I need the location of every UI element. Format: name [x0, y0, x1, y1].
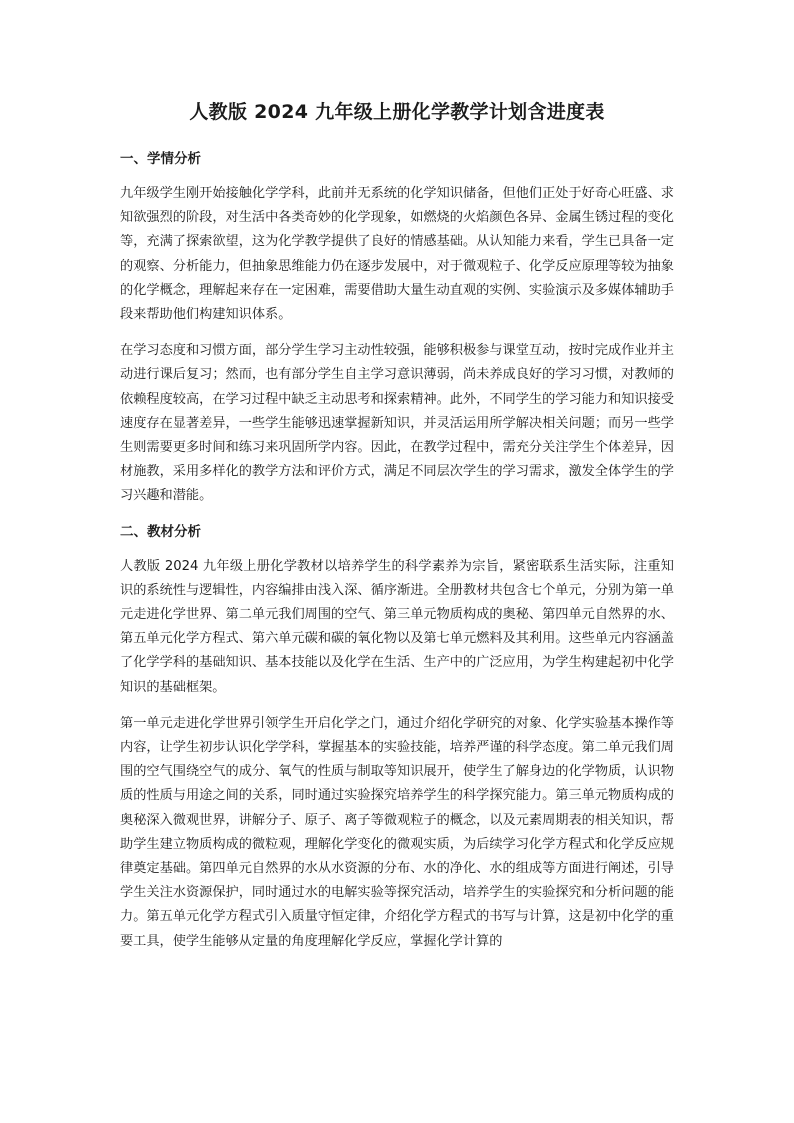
- paragraph: 九年级学生刚开始接触化学学科，此前并无系统的化学知识储备，但他们正处于好奇心旺盛、求知欲强烈的阶段，对生活中各类奇妙的化学现象，如燃烧的火焰颜色各异、金属生锈过程的变化等，充满了探索欲望，这为化学教学提供了良好的情感基础。从认知能力来看，学生已具备一定的观察、分析能力，但抽象思维能力仍在逐步发展中，对于微观粒子、化学反应原理等较为抽象的化学概念，理解起来存在一定困难，需要借助大量生动直观的实例、实验演示及多媒体辅助手段来帮助他们构建知识体系。: [120, 186, 674, 323]
- paragraph: 人教版 2024 九年级上册化学教材以培养学生的科学素养为宗旨，紧密联系生活实际，注重知识的系统性与逻辑性，内容编排由浅入深、循序渐进。全册教材共包含七个单元，分别为第一单元走进化学世界、第二单元我们周围的空气、第三单元物质构成的奥秘、第四单元自然界的水、第五单元化学方程式、第六单元碳和碳的氧化物以及第七单元燃料及其利用。这些单元内容涵盖了化学学科的基础知识、基本技能以及化学在生活、生产中的广泛应用，为学生构建起初中化学知识的基础框架。: [120, 558, 674, 695]
- section-learning-analysis: [120, 148, 674, 509]
- section-textbook-analysis: [120, 521, 674, 954]
- document-title: 人教版 2024 九年级上册化学教学计划含进度表: [189, 101, 605, 123]
- paragraph: 在学习态度和习惯方面，部分学生学习主动性较强，能够积极参与课堂互动，按时完成作业并主动进行课后复习；然而，也有部分学生自主学习意识薄弱，尚未养成良好的学习习惯，对教师的依赖程度较高，在学习过程中缺乏主动思考和探索精神。此外，不同学生的学习能力和知识接受速度存在显著差异，一些学生能够迅速掌握新知识，并灵活运用所学解决相关问题；而另一些学生则需要更多时间和练习来巩固所学内容。因此，在教学过程中，需充分关注学生个体差异，因材施教，采用多样化的教学方法和评价方式，满足不同层次学生的学习需求，激发全体学生的学习兴趣和潜能。: [120, 343, 674, 504]
- document-page: [120, 98, 674, 966]
- paragraph: 第一单元走进化学世界引领学生开启化学之门，通过介绍化学研究的对象、化学实验基本操作等内容，让学生初步认识化学学科，掌握基本的实验技能，培养严谨的科学态度。第二单元我们周围的空气围绕空气的成分、氧气的性质与制取等知识展开，使学生了解身边的化学物质，认识物质的性质与用途之间的关系，同时通过实验探究培养学生的科学探究能力。第三单元物质构成的奥秘深入微观世界，讲解分子、原子、离子等微观粒子的概念，以及元素周期表的相关知识，帮助学生建立物质构成的微粒观，理解化学变化的微观实质，为后续学习化学方程式和化学反应规律奠定基础。第四单元自然界的水从水资源的分布、水的净化、水的组成等方面进行阐述，引导学生关注水资源保护，同时通过水的电解实验等探究活动，培养学生的实验探究和分析问题的能力。第五单元化学方程式引入质量守恒定律，介绍化学方程式的书写与计算，这是初中化学的重要工具，使学生能够从定量的角度理解化学反应，掌握化学计算的: [120, 715, 674, 949]
- section-heading: 一、学情分析: [120, 151, 201, 167]
- section-heading: 二、教材分析: [120, 523, 201, 540]
